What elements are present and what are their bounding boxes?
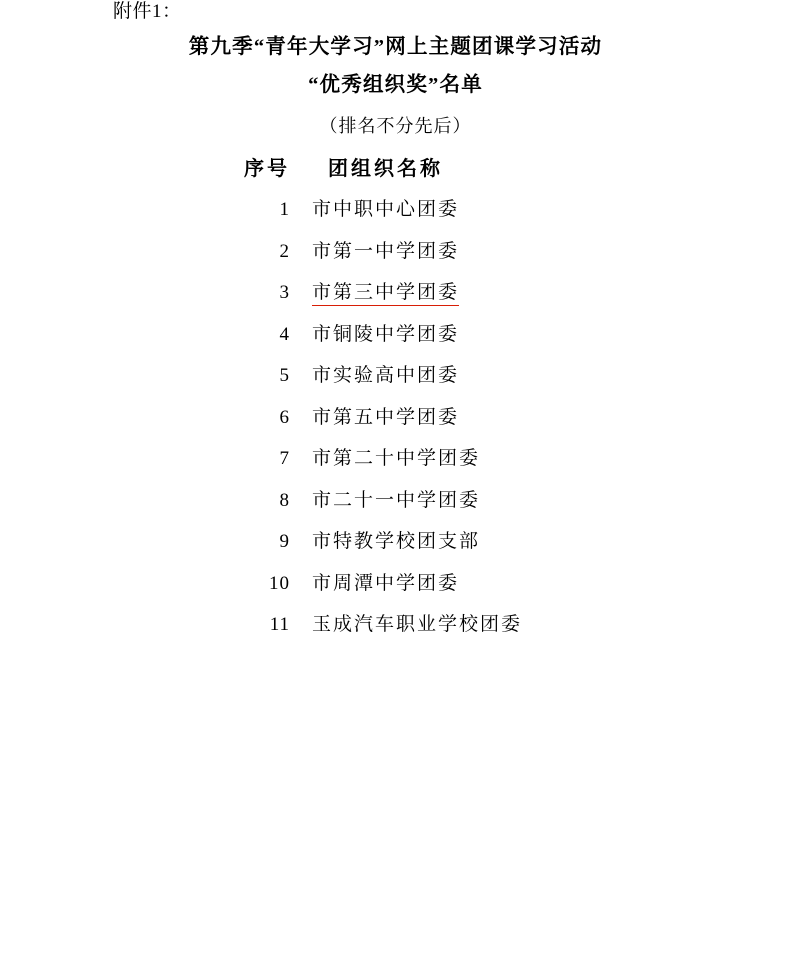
row-organization-name: 市周潭中学团委 xyxy=(312,572,460,594)
table-row xyxy=(0,319,791,361)
row-organization-name: 市第五中学团委 xyxy=(312,406,460,428)
table-row xyxy=(0,568,791,610)
row-organization-name-cell xyxy=(290,277,642,306)
row-index: 2 xyxy=(279,240,290,262)
row-organization-name: 市第一中学团委 xyxy=(312,240,460,262)
row-index: 10 xyxy=(269,572,290,594)
table-row xyxy=(0,360,791,402)
row-index: 8 xyxy=(279,489,290,511)
row-index: 11 xyxy=(269,614,290,635)
row-organization-name: 市第三中学团委 xyxy=(312,277,459,306)
table-row xyxy=(0,443,791,485)
row-organization-name: 市第二十中学团委 xyxy=(312,448,481,469)
table-row xyxy=(0,402,791,444)
row-organization-name: 市实验高中团委 xyxy=(312,365,460,386)
organization-list xyxy=(0,152,791,651)
row-index: 7 xyxy=(279,448,290,469)
row-index: 6 xyxy=(279,406,290,428)
title-line-1: 第九季“青年大学习”网上主题团课学习活动 xyxy=(188,36,603,58)
table-row xyxy=(0,526,791,568)
row-organization-name: 玉成汽车职业学校团委 xyxy=(312,614,523,635)
row-index: 5 xyxy=(279,365,290,386)
attachment-label: 附件1： xyxy=(113,1,182,22)
column-header-organization: 团组织名称 xyxy=(328,158,443,180)
document-subtitle: （排名不分先后） xyxy=(319,116,472,136)
document-title xyxy=(0,28,791,104)
table-row xyxy=(0,236,791,278)
table-header-row xyxy=(0,152,791,194)
table-row xyxy=(0,609,791,651)
row-organization-name: 市铜陵中学团委 xyxy=(312,323,460,345)
table-row-highlighted xyxy=(0,277,791,319)
row-index: 1 xyxy=(279,199,290,220)
table-row xyxy=(0,485,791,527)
row-organization-name: 市特教学校团支部 xyxy=(312,531,481,552)
row-index: 9 xyxy=(279,531,290,552)
title-line-2: “优秀组织奖”名单 xyxy=(308,74,483,96)
row-organization-name: 市二十一中学团委 xyxy=(312,489,481,511)
row-organization-name: 市中职中心团委 xyxy=(312,199,460,220)
row-index: 3 xyxy=(279,282,290,303)
table-row xyxy=(0,194,791,236)
column-header-index: 序号 xyxy=(244,158,290,180)
row-index: 4 xyxy=(279,323,290,345)
